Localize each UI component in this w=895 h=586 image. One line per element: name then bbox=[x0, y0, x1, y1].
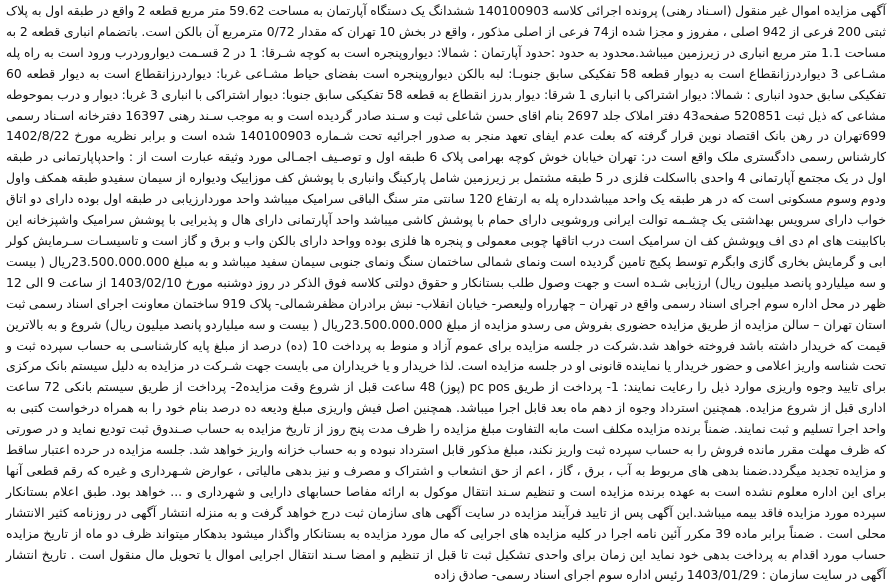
auction-notice-text: آگهی مزایده اموال غیر منقول (اسـناد رهنی) پرونده اجرائی کلاسه 140100903 ششدانگ یک دستگاه آپارتمان به مساحت 59.62 متر مربع قطعه 2 واقع در طبقه اول به پلاک ثبتی 200 فرعی از 942 اصلی ، مفروز و مجزا شده از74 فرعی از اصلی مذکور ، واقع در بخش 10 تهران که مقدار 0/72 مترمربع آن بالکن است. باتضمام انباری قطعه 2 به مساحت 1.1 متر مربع انباری در زیرزمین میباشد.محدود به حدود :حدود آپارتمان : شمالا: دیواروپنجره است به کوچه شـرقا: 1 در 2 قسـمت دیواروردرب ورود است به راه پله مشـاعی 3 دیواردرزانقطاع است به دیوار قطعه 58 تفکیکی سابق جنوبـا: لبه بالکن دیواروپنجره است بفضای حیاط مشـاعی غربا: دیواردرزانقطاع است به دیوار قطعه 60 تفکیکی سابق حدود انباری : شمالا: دیوار اشتراکی با انباری 1 شرقا: دیوار بدرز انقطاع به قطعه 58 تفکیکی سابق جنوبا: دیوار اشتراکی با انباری 3 غربا: دیوار و درب بموحوطه مشاعی که ذیل ثبت 520851 صفحه43 دفتر املاک جلد 2697 بنام اقای حسن شاعلی ثبت و سـند صادر گردیده است و به موجب سـند رهنی 16397 دفترخانه اسـناد رسمی 699تهران در رهن بانک اقتصاد نوین قرار گرفته که بعلت عدم ایفای تعهد منجر به صدور اجرائیه تحت شـماره 140100903 شده است و برابر نظریه مورخ 1402/8/22 کارشناس رسمی دادگستری ملک واقع است در: تهران خیابان خوش کوچه بهرامی پلاک 6 طبقه اول و توصـیف اجمـالی مورد وثیقه عبارت است از : واحدپاپارتمانی در طبقه اول در یک مجتمع آپارتمانی 4 واحدی بااسکلت فلزی در 5 طبقه مشتمل بر زیرزمین شامل پارکینگ وانباری با پوشش کف موزاییک ودیواره از سیمان سفیدو طبقه همکف واول ودوم وسوم مسکونی است که در هر طبقه یک واحد میباشدداره پله به ارتفاع 120 سانتی متر سنگ الباقی سرامیک میباشد واحد موردارزیابی در طبقه اول بوده دارای دو اتاق خواب دارای سرویس بهداشتی یک چشـمه توالت ایرانی وروشویی دارای حمام با پوشش کاشی میباشد واحد آپارتمانی دارای هال و پذیرایی با پوشش سرامیک واشپزخانه این باکابینت های ام دی اف وپوشش کف ان سرامیک است درب اتاقها چوبی معمولی و پنجره ها فلزی بوده وواحد دارای بالکن واب و برق و گاز است و تاسیسـات سـرمایش کولر ابی و گرمایش بخاری گازی وابگرم توسط پکیج تامین گردیده است ونمای شمالی ساختمان سنگ ونمای جنوبی سیمان سفید میباشد و به مبلغ 23.500.000.000ریال ( بیست و سه میلیاردو پانصد میلیون ریال) ارزیابی شـده است و جهت وصول طلب بستانکار و حقوق دولتی کلاسه فوق الذکر در روز دوشنبه مورخ 1403/02/10 از ساعت 9 الی 12 ظهر در محل اداره سوم اجرای اسناد رسمی واقع در تهران – چهارراه ولیعصر- خیابان انقلاب- نبش برادران مظفرشمالی- پلاک 919 ساختمان معاونت اجرای اسناد رسمی ثبت استان تهران – سالن مزایده از طریق مزایده حضوری بفروش می رسدو مزایده از مبلغ 23.500.000.000ریال ( بیست و سه میلیاردو پانصد میلیون ریال) شروع و به بالاترین قیمت که خریدار داشته باشد فروخته خواهد شد.شرکت در جلسه مزایده برای عموم آزاد و منوط به پرداخت 10 (ده) درصد از مبلغ پایه کارشناسـی به حساب سپرده ثبت و تحت شناسه واریز اعلامی و حضور خریدار یا نماینده قانونی او در جلسه مزایده است. لذا خریدار و یا خریداران می بایست جهت شـرکت در مزایده به دلیل سیستم بانک مرکزی برای تایید وجوه واریزی موارد ذیل را رعایت نمایند: 1- پرداخت از طریق pc pos (پوز) 48 ساعت قبل از شروع وقت مزایده2- پرداخت از طریق سیستم بانکی 72 ساعت اداری قبل از شروع مزایده. همچنین استرداد وجوه از دهم ماه بعد قابل اجرا میباشد. همچنین اصل فیش واریزی مبلغ ودیعه ده درصد بنام خود را به همراه درخواست کتبی به واحد اجرا تسلیم و ثبت نمایند. ضمناً برنده مزایده مکلف است مابه التفاوت مبلغ مزایده را ظرف مدت پنج روز از تاریخ مزایده به حساب صـندوق ثبت تودیع نماید و در صورتی که ظرف مهلت مقرر مانده فروش را به حساب سپرده ثبت واریز نکند، مبلغ مذکور قابل استرداد نبوده و به حساب خزانه واریز خواهد شد. جلسه مزایده در حرده اعتبار ساقط و مزایده تجدید میگردد.ضمنا بدهی های مربوط به آب ، برق ، گاز ، اعم از حق انشعاب و اشتراک و مصرف و نیز بدهی مالیاتی ، عوارض شـهرداری و غیره که رقم قطعی آنها برای این اداره معلوم نشده است به عهده برنده مزایده است و تنظیم سـند انتقال موکول به ارائه مفاصا حسابهای دارایی و شهرداری و ... خواهد بود. طبق اعلام بستانکار سپرده مورد مزایده فاقد بیمه میباشد.این آگهی پس از تایید فرآیند مزایده در سایت آگهی های سازمان ثبت درج خواهد گرفت و به منزله انتشار آگهی در روزنامه کثیر الانتشار محلی است . ضمناً برابر ماده 39 مکرر آئین نامه اجرا در کلیه مزایده های اجرایی که مال مورد مزایده به بستانکار واگذار میشود بدهکار میتواند ظرف دو ماه از تاریخ مزایده حساب مورد اقدام به پرداخت بدهی خود نماید این زمان برای واحدی تشکیل ثبت تا قبل از تنظیم و امضا سـند انتقال اجرایی اموال یا تحویل مال منقول است . تاریخ انتشار آگهی در سایت سازمان : 1403/01/29 رئیس اداره سوم اجرای اسناد رسمی- صادق زاده bbox=[6, 3, 887, 583]
